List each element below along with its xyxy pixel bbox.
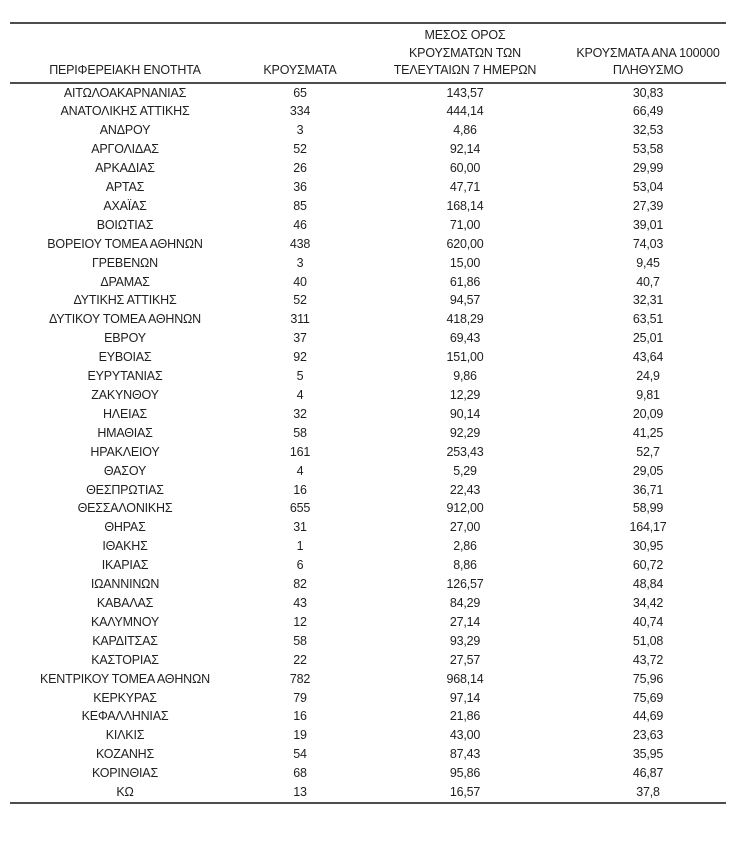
avg-7day-cell: 253,43 (446, 444, 484, 459)
table-row (10, 102, 726, 121)
cases-cell: 85 (293, 198, 307, 213)
cases-cell: 1 (296, 539, 304, 554)
cases-cell: 82 (293, 577, 307, 592)
per-100k-cell: 43,64 (632, 350, 664, 365)
table-row (10, 462, 726, 481)
table-row (10, 651, 726, 670)
table-row (10, 707, 726, 726)
per-100k-cell: 9,45 (636, 255, 660, 270)
region-cell: ΚΑΒΑΛΑΣ (96, 595, 154, 610)
per-100k-cell: 25,01 (632, 331, 664, 346)
region-cell: ΚΑΛΥΜΝΟΥ (91, 614, 159, 629)
avg-7day-cell: 2,86 (453, 539, 477, 554)
region-cell: ΔΥΤΙΚΟΥ ΤΟΜΕΑ ΑΘΗΝΩΝ (48, 312, 202, 327)
cases-cell: 161 (289, 444, 311, 459)
table-row (10, 273, 726, 292)
per-100k-cell: 53,04 (632, 180, 664, 195)
table-row (10, 178, 726, 197)
table-row (10, 783, 726, 803)
cases-cell: 6 (296, 558, 304, 573)
column-header-per-100k: ΚΡΟΥΣΜΑΤΑ ΑΝΑ 100000 ΠΛΗΘΥΣΜΟ (570, 23, 726, 83)
avg-7day-cell: 4,86 (453, 123, 477, 138)
cases-cell: 438 (289, 236, 311, 251)
table-row (10, 159, 726, 178)
region-cell: ΚΑΡΔΙΤΣΑΣ (92, 633, 158, 648)
avg-7day-cell: 12,29 (449, 388, 481, 402)
cases-cell: 4 (296, 463, 304, 478)
per-100k-cell: 30,95 (632, 539, 664, 554)
per-100k-cell: 35,95 (632, 747, 664, 762)
avg-7day-cell: 84,29 (449, 595, 481, 610)
per-100k-cell: 60,72 (632, 558, 664, 573)
region-cell: ΔΥΤΙΚΗΣ ΑΤΤΙΚΗΣ (73, 293, 177, 308)
per-100k-cell: 32,31 (632, 293, 664, 308)
region-cell: ΚΕΝΤΡΙΚΟΥ ΤΟΜΕΑ ΑΘΗΝΩΝ (40, 671, 210, 686)
cases-cell: 65 (293, 85, 307, 100)
per-100k-cell: 41,25 (632, 425, 664, 440)
per-100k-cell: 46,87 (632, 766, 664, 781)
cases-cell: 68 (293, 766, 307, 781)
per-100k-cell: 48,84 (632, 577, 664, 592)
per-100k-cell: 23,63 (632, 728, 664, 743)
avg-7day-cell: 418,29 (446, 312, 484, 327)
table-row (10, 556, 726, 575)
avg-7day-cell: 151,00 (446, 350, 484, 365)
per-100k-cell: 40,7 (636, 274, 660, 289)
per-100k-cell: 20,09 (632, 406, 664, 421)
per-100k-cell: 44,69 (632, 709, 664, 724)
avg-7day-cell: 126,57 (446, 577, 484, 592)
region-cell: ΓΡΕΒΕΝΩΝ (91, 255, 159, 270)
cases-cell: 782 (289, 671, 311, 686)
table-row (10, 613, 726, 632)
avg-7day-cell: 5,29 (453, 463, 477, 478)
region-cell: ΚΙΛΚΙΣ (105, 728, 145, 743)
region-cell: ΑΙΤΩΛΟΑΚΑΡΝΑΝΙΑΣ (63, 85, 187, 100)
per-100k-cell: 36,71 (632, 482, 664, 497)
table-row (10, 594, 726, 613)
cases-cell: 52 (293, 293, 307, 308)
avg-7day-cell: 43,00 (449, 728, 481, 743)
region-cell: ΑΡΤΑΣ (105, 180, 145, 195)
per-100k-cell: 52,7 (636, 444, 660, 459)
table-row (10, 405, 726, 424)
cases-cell: 655 (289, 501, 311, 516)
table-row (10, 254, 726, 273)
region-cell: ΘΗΡΑΣ (104, 520, 146, 535)
avg-7day-cell: 22,43 (449, 482, 481, 497)
per-100k-cell: 43,72 (632, 652, 664, 667)
table-row (10, 481, 726, 500)
cases-cell: 46 (293, 217, 307, 232)
table-row (10, 367, 726, 386)
table-row (10, 329, 726, 348)
cases-cell: 79 (293, 690, 307, 705)
cases-cell: 311 (290, 312, 310, 327)
table-row (10, 443, 726, 462)
per-100k-cell: 27,39 (632, 198, 664, 213)
table-body (10, 83, 726, 803)
region-cell: ΗΜΑΘΙΑΣ (97, 425, 153, 440)
region-cell: ΑΡΚΑΔΙΑΣ (95, 161, 155, 176)
cases-cell: 26 (293, 161, 307, 176)
table-row (10, 424, 726, 443)
cases-cell: 16 (293, 482, 307, 497)
avg-7day-cell: 27,57 (449, 652, 481, 667)
avg-7day-cell: 444,14 (446, 104, 484, 119)
per-100k-cell: 40,74 (632, 614, 664, 629)
region-cell: ΕΥΒΟΙΑΣ (98, 350, 152, 365)
region-cell: ΗΡΑΚΛΕΙΟΥ (90, 444, 160, 459)
region-cell: ΑΝΔΡΟΥ (99, 123, 151, 138)
cases-cell: 3 (296, 123, 304, 138)
cases-cell: 5 (296, 369, 304, 384)
region-cell: ΑΝΑΤΟΛΙΚΗΣ ΑΤΤΙΚΗΣ (60, 104, 190, 119)
table-row (10, 386, 726, 405)
cases-cell: 31 (293, 520, 307, 535)
region-cell: ΙΚΑΡΙΑΣ (101, 558, 149, 573)
per-100k-cell: 164,17 (629, 520, 667, 535)
region-cell: ΙΩΑΝΝΙΝΩΝ (90, 577, 160, 592)
region-cell: ΒΟΙΩΤΙΑΣ (96, 217, 154, 232)
per-100k-cell: 75,69 (632, 690, 664, 705)
avg-7day-cell: 92,29 (449, 425, 481, 440)
avg-7day-cell: 968,14 (446, 671, 484, 686)
avg-7day-cell: 95,86 (449, 766, 481, 781)
cases-cell: 52 (293, 142, 307, 157)
table-row (10, 348, 726, 367)
cases-cell: 12 (293, 614, 307, 629)
region-cell: ΑΡΓΟΛΙΔΑΣ (91, 142, 159, 157)
region-cell: ΑΧΑΪΑΣ (103, 198, 147, 213)
table-row (10, 83, 726, 103)
per-100k-cell: 32,53 (632, 123, 664, 138)
region-cell: ΒΟΡΕΙΟΥ ΤΟΜΕΑ ΑΘΗΝΩΝ (47, 236, 203, 251)
per-100k-cell: 53,58 (632, 142, 664, 157)
per-100k-cell: 29,99 (632, 161, 664, 176)
region-cell: ΖΑΚΥΝΘΟΥ (91, 388, 159, 402)
avg-7day-cell: 90,14 (449, 406, 481, 421)
avg-7day-cell: 143,57 (446, 85, 484, 100)
table-row (10, 499, 726, 518)
region-cell: ΚΑΣΤΟΡΙΑΣ (91, 652, 159, 667)
avg-7day-cell: 47,71 (449, 180, 481, 195)
region-cell: ΘΑΣΟΥ (103, 463, 147, 478)
avg-7day-cell: 61,86 (449, 274, 481, 289)
region-cell: ΔΡΑΜΑΣ (100, 274, 150, 289)
table-row (10, 291, 726, 310)
cases-cell: 37 (293, 331, 307, 346)
per-100k-cell: 24,9 (636, 369, 660, 384)
region-cell: ΙΘΑΚΗΣ (102, 539, 148, 554)
cases-cell: 4 (296, 388, 304, 402)
avg-7day-cell: 27,14 (449, 614, 481, 629)
table-row (10, 518, 726, 537)
per-100k-cell: 37,8 (636, 785, 660, 800)
column-header-avg-7day: ΜΕΣΟΣ ΟΡΟΣ ΚΡΟΥΣΜΑΤΩΝ ΤΩΝ ΤΕΛΕΥΤΑΙΩΝ 7 ΗΜΕΡΩΝ (360, 23, 570, 83)
per-100k-cell: 34,42 (632, 595, 664, 610)
avg-7day-cell: 97,14 (449, 690, 481, 705)
header-row (10, 23, 726, 83)
per-100k-cell: 51,08 (632, 633, 664, 648)
cases-cell: 13 (293, 785, 307, 800)
column-header-region: ΠΕΡΙΦΕΡΕΙΑΚΗ ΕΝΟΤΗΤΑ (10, 23, 240, 83)
table-row (10, 726, 726, 745)
cases-cell: 92 (293, 350, 307, 365)
cases-cell: 58 (293, 633, 307, 648)
table-row (10, 197, 726, 216)
avg-7day-cell: 71,00 (449, 217, 481, 232)
region-cell: ΕΥΡΥΤΑΝΙΑΣ (87, 369, 163, 384)
table-header (10, 23, 726, 83)
table-row (10, 632, 726, 651)
region-cell: ΘΕΣΣΑΛΟΝΙΚΗΣ (77, 501, 173, 516)
avg-7day-cell: 9,86 (453, 369, 477, 384)
cases-cell: 3 (296, 255, 304, 270)
table-row (10, 689, 726, 708)
per-100k-cell: 66,49 (632, 104, 664, 119)
region-cell: ΘΕΣΠΡΩΤΙΑΣ (86, 482, 164, 497)
cases-cell: 40 (293, 274, 307, 289)
per-100k-cell: 39,01 (632, 217, 664, 232)
per-100k-cell: 30,83 (632, 85, 664, 100)
table-row (10, 121, 726, 140)
avg-7day-cell: 912,00 (446, 501, 484, 516)
avg-7day-cell: 620,00 (446, 236, 484, 251)
table-row (10, 235, 726, 254)
table-row (10, 140, 726, 159)
avg-7day-cell: 16,57 (449, 785, 481, 800)
per-100k-cell: 63,51 (632, 312, 664, 327)
cases-cell: 19 (293, 728, 307, 743)
avg-7day-cell: 8,86 (453, 558, 477, 573)
avg-7day-cell: 87,43 (449, 747, 481, 762)
table-row (10, 745, 726, 764)
avg-7day-cell: 92,14 (449, 142, 481, 157)
cases-cell: 16 (293, 709, 307, 724)
region-cell: ΕΒΡΟΥ (104, 331, 146, 346)
region-cell: ΚΕΡΚΥΡΑΣ (93, 690, 157, 705)
region-cell: ΗΛΕΙΑΣ (102, 406, 148, 421)
region-cell: ΚΩ (116, 785, 134, 800)
cases-cell: 43 (293, 595, 307, 610)
avg-7day-cell: 168,14 (446, 198, 484, 213)
table-row (10, 575, 726, 594)
covid-regional-units-table (10, 22, 726, 804)
avg-7day-cell: 27,00 (449, 520, 481, 535)
avg-7day-cell: 69,43 (449, 331, 481, 346)
region-cell: ΚΕΦΑΛΛΗΝΙΑΣ (81, 709, 169, 724)
avg-7day-cell: 15,00 (449, 255, 481, 270)
avg-7day-cell: 60,00 (449, 161, 481, 176)
avg-7day-cell: 94,57 (449, 293, 481, 308)
table-row (10, 537, 726, 556)
per-100k-cell: 29,05 (632, 463, 664, 478)
table-row (10, 216, 726, 235)
table-row (10, 670, 726, 689)
region-cell: ΚΟΖΑΝΗΣ (95, 747, 155, 762)
per-100k-cell: 58,99 (632, 501, 664, 516)
cases-cell: 54 (293, 747, 307, 762)
column-header-cases: ΚΡΟΥΣΜΑΤΑ (240, 23, 360, 83)
cases-cell: 22 (293, 652, 307, 667)
cases-cell: 32 (293, 406, 307, 421)
region-cell: ΚΟΡΙΝΘΙΑΣ (92, 766, 158, 781)
avg-7day-cell: 21,86 (449, 709, 481, 724)
cases-cell: 58 (293, 425, 307, 440)
per-100k-cell: 9,81 (636, 388, 660, 402)
per-100k-cell: 75,96 (632, 671, 664, 686)
table-row (10, 310, 726, 329)
avg-7day-cell: 93,29 (449, 633, 481, 648)
table-row (10, 764, 726, 783)
per-100k-cell: 74,03 (632, 236, 664, 251)
cases-cell: 334 (289, 104, 311, 119)
cases-cell: 36 (293, 180, 307, 195)
